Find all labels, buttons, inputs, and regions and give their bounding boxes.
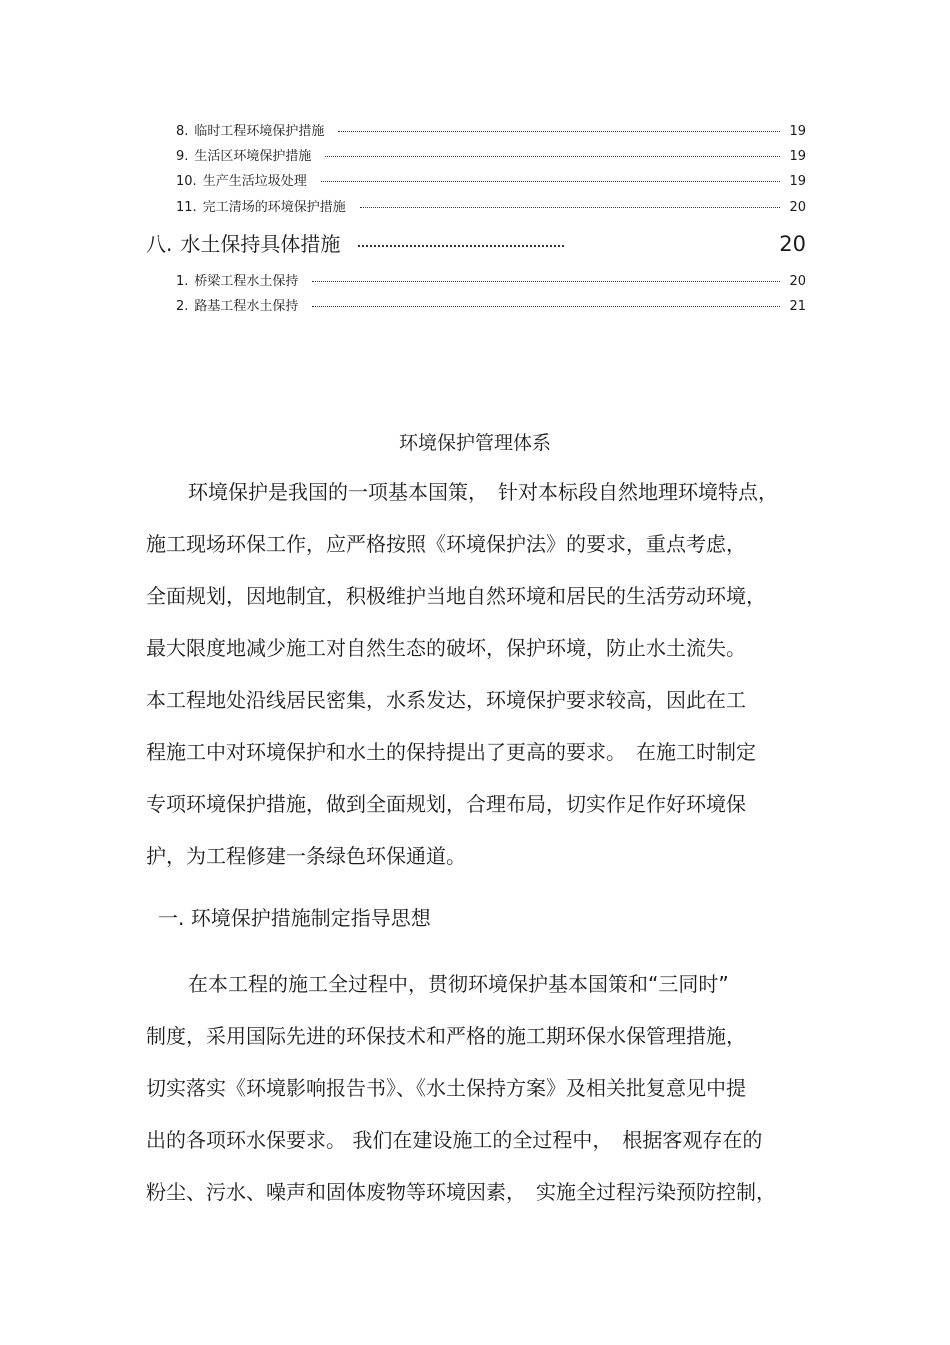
paragraph-intro — [146, 478, 826, 894]
document-title: 环境保护管理体系 — [398, 432, 551, 454]
toc-leader-dots — [358, 245, 564, 247]
toc-item-number: 1. — [176, 274, 189, 289]
toc-item-label: 临时工程环境保护措施 — [194, 124, 325, 139]
toc-item-page: 21 — [789, 299, 806, 314]
paragraph-line: 本工程地处沿线居民密集，水系发达，环境保护要求较高，因此在工 — [146, 688, 746, 712]
paragraph-guiding — [146, 970, 826, 1230]
toc-item-number: 10. — [176, 174, 197, 189]
toc-main-page: 20 — [779, 232, 806, 256]
toc-item-page: 20 — [789, 200, 806, 215]
toc-item-number: 9. — [176, 149, 189, 164]
toc-leader-dots — [312, 306, 780, 307]
section-heading: 一. 环境保护措施制定指导思想 — [158, 906, 431, 930]
toc-item-number: 8. — [176, 124, 189, 139]
toc-item[interactable] — [176, 145, 806, 165]
toc-item[interactable] — [176, 270, 806, 290]
paragraph-line: 粉尘、污水、噪声和固体废物等环境因素， 实施全过程污染预防控制， — [146, 1180, 776, 1204]
paragraph-line: 在本工程的施工全过程中，贯彻环境保护基本国策和“三同时” — [188, 972, 729, 996]
toc-item-page: 20 — [789, 274, 806, 289]
toc-item[interactable] — [176, 170, 806, 190]
paragraph-line: 程施工中对环境保护和水土的保持提出了更高的要求。 在施工时制定 — [146, 740, 756, 764]
toc-item-label: 路基工程水土保持 — [194, 299, 299, 314]
paragraph-line: 最大限度地减少施工对自然生态的破坏，保护环境，防止水土流失。 — [146, 636, 746, 660]
toc-main-label: 水土保持具体措施 — [180, 232, 341, 256]
paragraph-line: 全面规划，因地制宜，积极维护当地自然环境和居民的生活劳动环境， — [146, 584, 766, 608]
paragraph-line: 制度，采用国际先进的环保技术和严格的施工期环保水保管理措施， — [146, 1024, 746, 1048]
toc-item-label: 生活区环境保护措施 — [194, 149, 312, 164]
toc-item-number: 11. — [176, 200, 197, 215]
toc-item-label: 生产生活垃圾处理 — [202, 174, 307, 189]
paragraph-line: 护，为工程修建一条绿色环保通道。 — [146, 844, 466, 868]
paragraph-line: 环境保护是我国的一项基本国策， 针对本标段自然地理环境特点， — [188, 480, 778, 504]
paragraph-line: 施工现场环保工作，应严格按照《环境保护法》的要求，重点考虑， — [146, 532, 746, 556]
toc-main-number: 八. — [146, 232, 173, 256]
toc-item-page: 19 — [789, 174, 806, 189]
toc-leader-dots — [360, 207, 780, 208]
toc-item-page: 19 — [789, 124, 806, 139]
toc-item-number: 2. — [176, 299, 189, 314]
paragraph-line: 切实落实《环境影响报告书》、《水土保持方案》及相关批复意见中提 — [146, 1076, 746, 1100]
paragraph-line: 出的各项环水保要求。 我们在建设施工的全过程中， 根据客观存在的 — [146, 1128, 763, 1152]
toc-item[interactable] — [176, 196, 806, 216]
toc-leader-dots — [325, 156, 780, 157]
toc-item[interactable] — [176, 295, 806, 315]
toc-leader-dots — [321, 181, 780, 182]
toc-leader-dots — [338, 131, 780, 132]
toc-main-item[interactable] — [146, 228, 806, 258]
toc-item-page: 19 — [789, 149, 806, 164]
paragraph-line: 专项环境保护措施，做到全面规划，合理布局，切实作足作好环境保 — [146, 792, 746, 816]
toc-item[interactable] — [176, 120, 806, 140]
toc-item-label: 桥梁工程水土保持 — [194, 274, 299, 289]
toc-leader-dots — [312, 281, 780, 282]
toc-item-label: 完工清场的环境保护措施 — [202, 200, 346, 215]
